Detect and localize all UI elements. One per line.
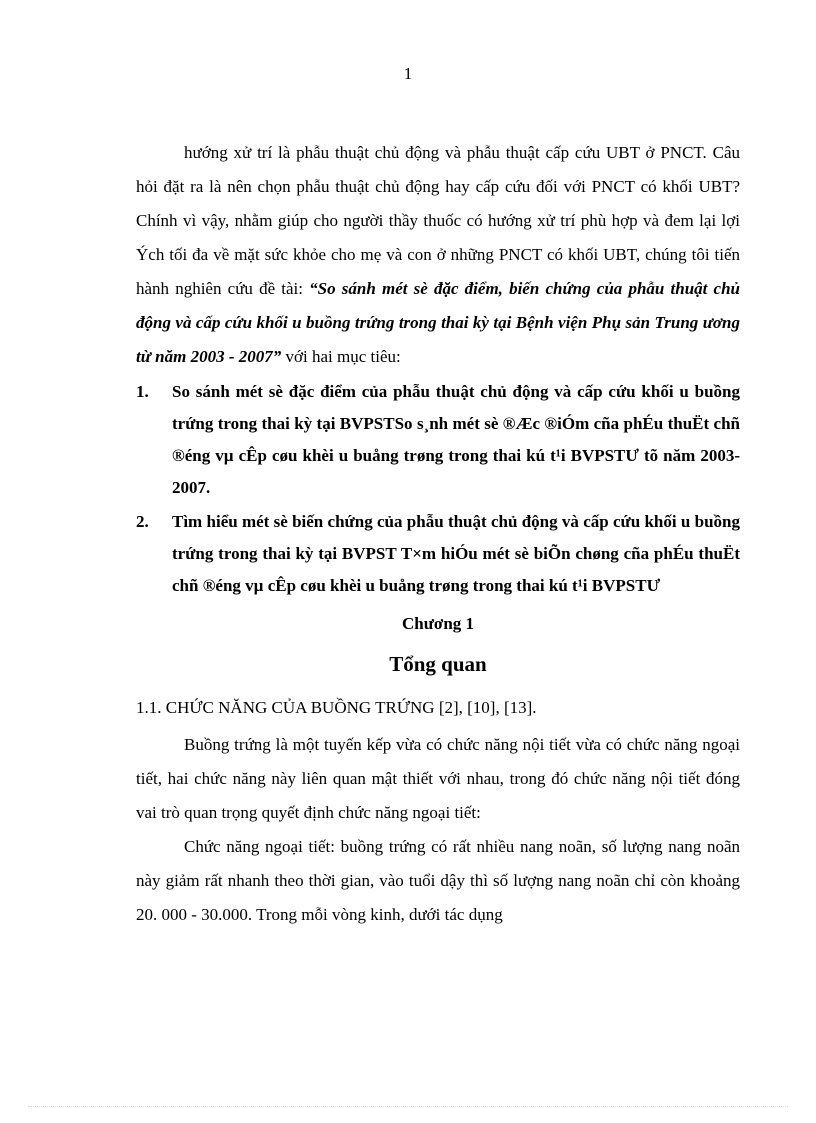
page-bottom-divider	[28, 1106, 788, 1107]
body-paragraph: Buồng trứng là một tuyến kếp vừa có chức năng nội tiết vừa có chức năng ngoại tiết, hai chức năng này liên quan mật thiết với nhau, trong đó chức năng nội tiết đóng vai trò quan trọng quyết định chức năng ngoại tiết:	[136, 735, 740, 822]
intro-paragraph	[136, 136, 740, 374]
objective-number: 1.	[136, 382, 149, 401]
objective-text: So sánh mét sè đặc điểm của phẫu thuật chủ động và cấp cứu khối u buồng trứng trong thai kỳ tại BVPSTSo s¸nh mét sè ®Æc ®iÓm cña phÉu thuËt chñ ®éng vµ cÊp cøu khèi u buång trøng trong thai kú t¹i BVPSTƯ tõ năm 2003- 2007.	[172, 382, 740, 497]
objectives-list	[136, 376, 740, 602]
objective-item	[136, 506, 740, 602]
section-heading: 1.1. CHỨC NĂNG CỦA BUỒNG TRỨNG [2], [10], [13].	[136, 698, 537, 717]
document-body	[136, 136, 740, 932]
objective-item	[136, 376, 740, 504]
intro-tail-text: với hai mục tiêu:	[285, 347, 401, 366]
page-number: 1	[403, 64, 413, 83]
objective-text: Tìm hiểu mét sè biến chứng của phẫu thuật chủ động và cấp cứu khối u buồng trứng trong thai kỳ tại BVPST T×m hiÓu mét sè biÕn chøng cña phÉu thuËt chñ ®éng vµ cÊp cøu khèi u buång trøng trong thai kú t¹i BVPSTƯ	[172, 512, 740, 595]
chapter-title: Tổng quan	[389, 652, 487, 676]
body-paragraph: Chức năng ngoại tiết: buồng trứng có rất nhiều nang noãn, số lượng nang noãn này giảm rất nhanh theo thời gian, vào tuổi dậy thì số lượng nang noãn chỉ còn khoảng 20. 000 - 30.000. Trong mỗi vòng kinh, dưới tác dụng	[136, 837, 740, 924]
study-title: “So sánh mét sè đặc điểm, biến chứng của phẫu thuật chủ động và cấp cứu khối u buồng trứng trong thai kỳ tại Bệnh viện Phụ sản Trung ương từ năm 2003 - 2007”	[136, 279, 740, 366]
chapter-label: Chương 1	[401, 614, 475, 633]
objective-number: 2.	[136, 512, 149, 531]
intro-lead-text: hướng xử trí là phẫu thuật chủ động và phẫu thuật cấp cứu UBT ở PNCT. Câu hỏi đặt ra là nên chọn phẫu thuật chủ động hay cấp cứu đối với PNCT có khối UBT? Chính vì vậy, nhằm giúp cho người thầy thuốc có hướng xử trí phù hợp và đem lại lợi Ých tối đa về mặt sức khỏe cho mẹ và con ở những PNCT có khối UBT, chúng tôi tiến hành nghiên cứu đề tài:	[136, 143, 740, 298]
